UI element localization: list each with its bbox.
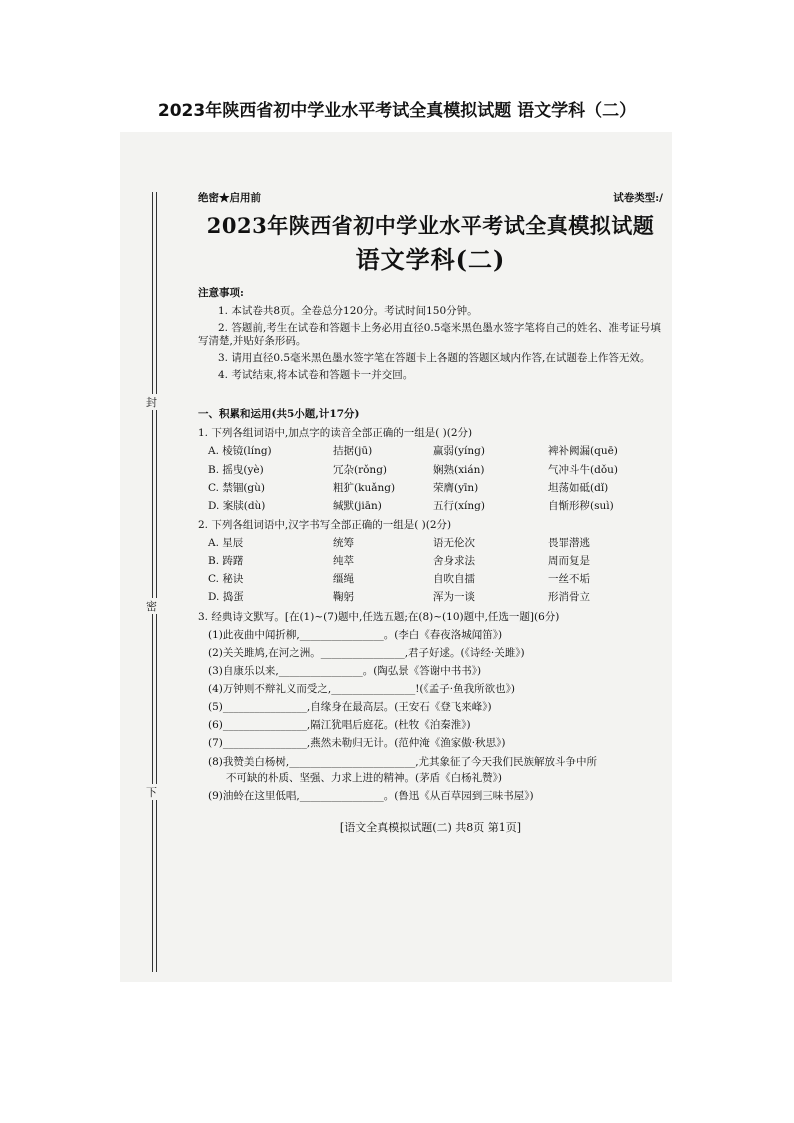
binding-label-lower: 下 — [146, 786, 157, 799]
scanned-exam-page — [120, 132, 672, 982]
option-cell: 语无伦次 — [433, 537, 475, 549]
option-cell: 统筹 — [333, 537, 354, 549]
note-item: 1. 本试卷共8页。全卷总分120分。考试时间150分钟。 — [218, 304, 478, 317]
option-cell: 周而复是 — [548, 555, 590, 568]
option-cell: 形消骨立 — [548, 591, 590, 604]
poem-item: (6)________________,隔江犹唱后庭花。(杜牧《泊秦淮》) — [208, 719, 471, 732]
poem-item: (5)________________,自缘身在最高层。(王安石《登飞来峰》) — [208, 701, 492, 714]
exam-subject: 语文学科(二) — [355, 245, 506, 275]
confidential-label: 绝密★启用前 — [198, 192, 261, 204]
exam-paper — [198, 192, 663, 835]
option-cell: 缰绳 — [333, 573, 354, 586]
paper-type-label: 试卷类型:/ — [613, 192, 663, 204]
poem-item: (3)自康乐以来,________________。(陶弘景《答谢中书书》) — [208, 664, 482, 677]
page-footer: [语文全真模拟试题(二) 共8页 第1页] — [339, 820, 522, 834]
binding-label-seal: 封 — [146, 396, 157, 409]
option-cell: 坦荡如砥(dǐ) — [548, 481, 609, 494]
option-cell: D. 捣蛋 — [208, 591, 244, 604]
option-cell: 舍身求法 — [433, 555, 475, 568]
poem-item: (4)万钟则不辩礼义而受之,________________!(《孟子·鱼我所欲也》) — [208, 683, 515, 695]
question-2-option-d — [198, 591, 663, 604]
binding-margin — [120, 132, 200, 982]
question-1-option-a — [198, 445, 663, 458]
option-cell: 粗犷(kuǎng) — [333, 481, 396, 494]
question-2-option-c — [198, 573, 663, 586]
question-2-option-a — [198, 537, 663, 550]
page-title: 2023年陕西省初中学业水平考试全真模拟试题 语文学科（二） — [157, 101, 637, 121]
note-item: 2. 答题前,考生在试卷和答题卡上务必用直径0.5毫米黑色墨水签字笔将自己的姓名、准考证号填写清楚,并贴好条形码。 — [198, 321, 661, 347]
option-cell: A. 星辰 — [208, 537, 244, 549]
poem-item: (7)________________,燕然未勒归无计。(范仲淹《渔家傲·秋思》) — [208, 737, 506, 750]
poem-item: (1)此夜曲中闻折柳,________________。(李白《春夜洛城闻笛》) — [208, 628, 503, 641]
option-cell: 气冲斗牛(dǒu) — [548, 463, 618, 476]
option-cell: 自惭形秽(suì) — [548, 499, 614, 512]
question-1-option-b — [198, 464, 663, 477]
option-cell: 缄默(jiān) — [333, 499, 382, 512]
option-cell: 浑为一谈 — [433, 591, 475, 604]
option-cell: C. 禁锢(gù) — [208, 481, 266, 494]
option-cell: B. 踌躇 — [208, 555, 244, 568]
binding-label-fold: 密 — [146, 600, 157, 613]
exam-title: 2023年陕西省初中学业水平考试全真模拟试题 — [206, 213, 655, 239]
note-item: 4. 考试结束,将本试卷和答题卡一并交回。 — [218, 369, 414, 381]
poem-item: (9)油蛉在这里低唱,________________。(鲁迅《从百草园到三味书屋》) — [208, 789, 534, 802]
question-2-option-b — [198, 555, 663, 568]
option-cell: 一丝不垢 — [548, 573, 590, 586]
option-cell: 荣膺(yīn) — [433, 481, 479, 494]
section-heading: 一、积累和运用(共5小题,计17分) — [198, 408, 360, 421]
option-cell: 赢弱(yíng) — [433, 445, 485, 458]
binding-line-inner — [156, 192, 157, 972]
question-1-option-c — [198, 482, 663, 495]
option-cell: 畏罪潜逃 — [548, 537, 590, 549]
binding-line-outer — [152, 192, 153, 972]
option-cell: 娴熟(xián) — [433, 463, 485, 476]
question-1-stem: 1. 下列各组词语中,加点字的读音全部正确的一组是( )(2分) — [198, 427, 473, 440]
option-cell: 鞠躬 — [333, 591, 354, 604]
question-1-option-d — [198, 500, 663, 513]
option-cell: 五行(xíng) — [433, 499, 485, 512]
header-row — [198, 192, 663, 205]
option-cell: B. 摇曳(yè) — [208, 463, 264, 476]
question-3-stem: 3. 经典诗文默写。[在(1)~(7)题中,任选五题;在(8)~(10)题中,任选一题](6分) — [198, 610, 560, 623]
option-cell: A. 棱镜(líng) — [208, 445, 272, 458]
note-item: 3. 请用直径0.5毫米黑色墨水签字笔在答题卡上各题的答题区域内作答,在试题卷上作答无效。 — [218, 351, 651, 364]
option-cell: 冗杂(rǒng) — [333, 463, 388, 476]
option-cell: 拮据(jū) — [333, 445, 373, 458]
notes-title: 注意事项: — [198, 287, 244, 300]
option-cell: 纯萃 — [333, 555, 354, 568]
poem-item-continuation: 不可缺的朴质、坚强、力求上进的精神。(茅盾《白杨礼赞》) — [226, 771, 502, 784]
question-2-stem: 2. 下列各组词语中,汉字书写全部正确的一组是( )(2分) — [198, 518, 452, 531]
option-cell: C. 秘诀 — [208, 573, 244, 586]
option-cell: 裨补阙漏(quē) — [548, 445, 618, 458]
poem-item: (8)我赞美白杨树,________________________,尤其象征了今天我们民族解放斗争中所 — [208, 755, 598, 768]
poem-item: (2)关关雎鸠,在河之洲。________________,君子好逑。(《诗经·关雎》) — [208, 646, 525, 659]
option-cell: D. 案牍(dù) — [208, 499, 266, 512]
option-cell: 自吹自擂 — [433, 573, 475, 586]
